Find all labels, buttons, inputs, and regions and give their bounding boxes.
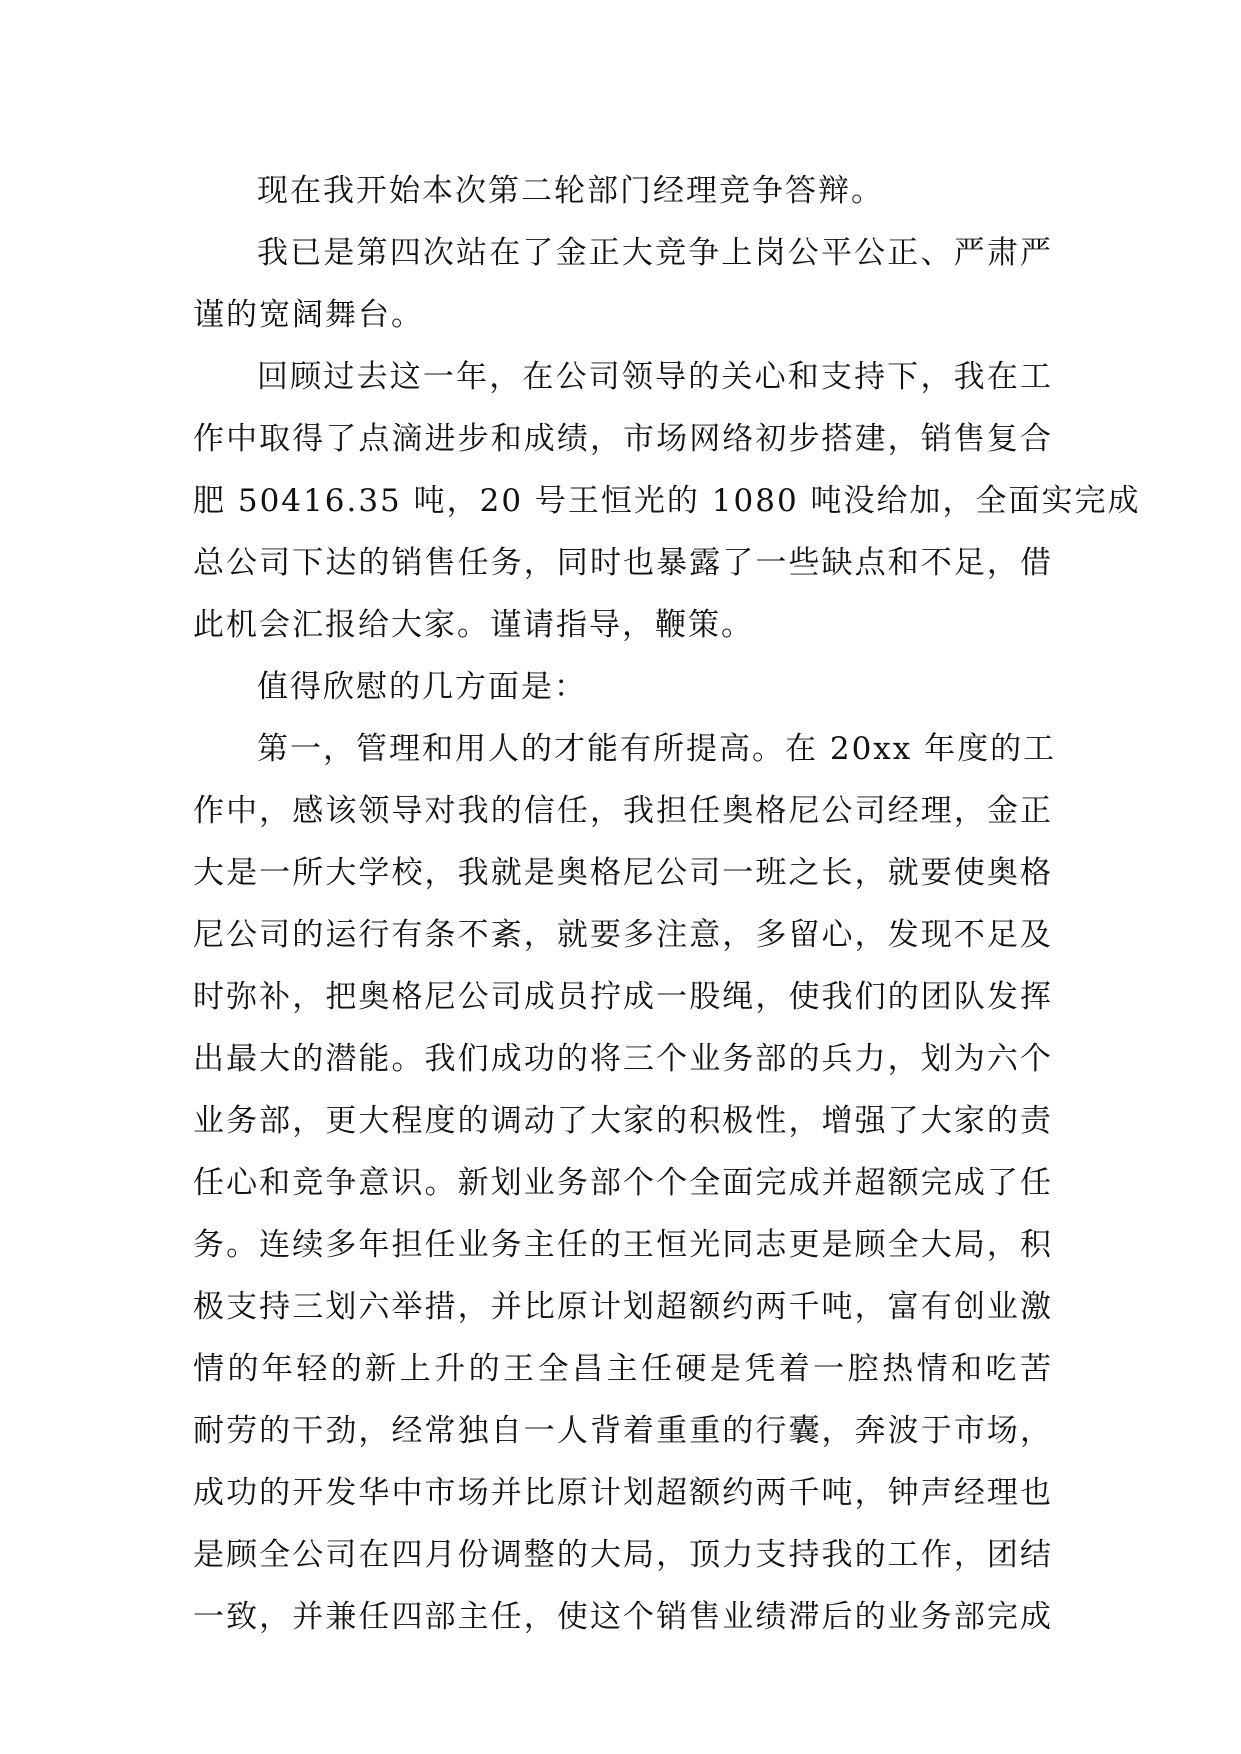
text-line: 极支持三划六举措，并比原计划超额约两千吨，富有创业激	[193, 1289, 1053, 1325]
text-line: 第一，管理和用人的才能有所提高。在 20xx 年度的工	[257, 731, 1057, 767]
text-line: 是顾全公司在四月份调整的大局，顶力支持我的工作，团结	[193, 1537, 1053, 1573]
text-line: 务。连续多年担任业务主任的王恒光同志更是顾全大局，积	[193, 1227, 1053, 1263]
text-line: 肥 50416.35 吨，20 号王恒光的 1080 吨没给加，全面实完成	[193, 483, 1141, 519]
text-line: 耐劳的干劲，经常独自一人背着重重的行囊，奔波于市场，	[193, 1413, 1053, 1449]
text-line: 出最大的潜能。我们成功的将三个业务部的兵力，划为六个	[193, 1041, 1053, 1077]
document-body	[193, 160, 1141, 1648]
text-line: 总公司下达的销售任务，同时也暴露了一些缺点和不足，借	[193, 545, 1053, 581]
text-line: 我已是第四次站在了金正大竞争上岗公平公正、严肃严	[257, 235, 1053, 271]
text-line: 一致，并兼任四部主任，使这个销售业绩滞后的业务部完成	[193, 1599, 1053, 1635]
text-line: 任心和竞争意识。新划业务部个个全面完成并超额完成了任	[193, 1165, 1053, 1201]
text-line: 成功的开发华中市场并比原计划超额约两千吨，钟声经理也	[193, 1475, 1053, 1511]
text-line: 尼公司的运行有条不紊，就要多注意，多留心，发现不足及	[193, 917, 1053, 953]
text-line: 现在我开始本次第二轮部门经理竞争答辩。	[257, 173, 884, 209]
text-line: 大是一所大学校，我就是奥格尼公司一班之长，就要使奥格	[193, 855, 1053, 891]
text-line: 值得欣慰的几方面是：	[257, 669, 587, 705]
text-line: 回顾过去这一年，在公司领导的关心和支持下，我在工	[257, 359, 1053, 395]
text-line: 谨的宽阔舞台。	[193, 297, 424, 333]
text-line: 时弥补，把奥格尼公司成员拧成一股绳，使我们的团队发挥	[193, 979, 1053, 1015]
text-line: 作中，感该领导对我的信任，我担任奥格尼公司经理，金正	[193, 793, 1053, 829]
text-line: 情的年轻的新上升的王全昌主任硬是凭着一腔热情和吃苦	[193, 1351, 1053, 1387]
text-line: 业务部，更大程度的调动了大家的积极性，增强了大家的责	[193, 1103, 1053, 1139]
text-line: 作中取得了点滴进步和成绩，市场网络初步搭建，销售复合	[193, 421, 1053, 457]
text-line: 此机会汇报给大家。谨请指导，鞭策。	[193, 607, 754, 643]
